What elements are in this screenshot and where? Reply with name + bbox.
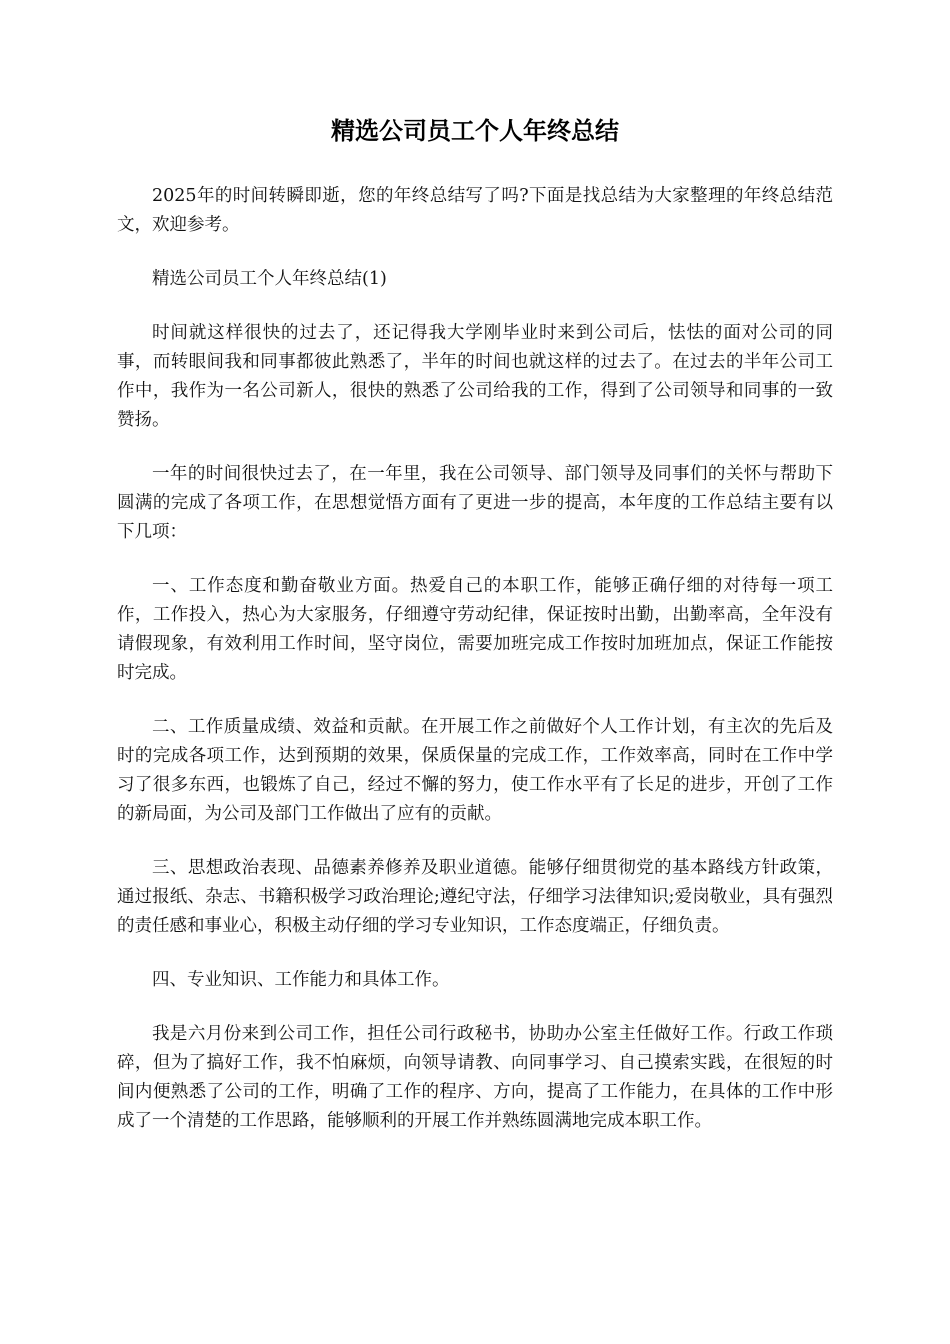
- paragraph: 四、专业知识、工作能力和具体工作。: [152, 970, 450, 990]
- document-title: 精选公司员工个人年终总结: [331, 117, 619, 145]
- paragraph: 三、思想政治表现、品德素养修养及职业道德。能够仔细贯彻党的基本路线方针政策，通过报纸、杂志、书籍积极学习政治理论;遵纪守法，仔细学习法律知识;爱岗敬业，具有强烈的责任感和事业心，积极主动仔细的学习专业知识，工作态度端正，仔细负责。: [117, 858, 833, 936]
- paragraph: 一年的时间很快过去了，在一年里，我在公司领导、部门领导及同事们的关怀与帮助下圆满的完成了各项工作，在思想觉悟方面有了更进一步的提高，本年度的工作总结主要有以下几项：: [117, 464, 833, 542]
- paragraph-subtitle: 精选公司员工个人年终总结(1): [152, 269, 387, 289]
- document-body: [117, 182, 833, 1161]
- paragraph: 时间就这样很快的过去了，还记得我大学刚毕业时来到公司后，怯怯的面对公司的同事，而转眼间我和同事都彼此熟悉了，半年的时间也就这样的过去了。在过去的半年公司工作中，我作为一名公司新人，很快的熟悉了公司给我的工作，得到了公司领导和同事的一致赞扬。: [117, 323, 833, 430]
- paragraph-intro: 2025年的时间转瞬即逝，您的年终总结写了吗?下面是找总结为大家整理的年终总结范文，欢迎参考。: [117, 186, 833, 235]
- paragraph: 我是六月份来到公司工作，担任公司行政秘书，协助办公室主任做好工作。行政工作琐碎，但为了搞好工作，我不怕麻烦，向领导请教、向同事学习、自己摸索实践，在很短的时间内便熟悉了公司的工作，明确了工作的程序、方向，提高了工作能力，在具体的工作中形成了一个清楚的工作思路，能够顺利的开展工作并熟练圆满地完成本职工作。: [117, 1024, 833, 1131]
- paragraph: 二、工作质量成绩、效益和贡献。在开展工作之前做好个人工作计划，有主次的先后及时的完成各项工作，达到预期的效果，保质保量的完成工作，工作效率高，同时在工作中学习了很多东西，也锻炼了自己，经过不懈的努力，使工作水平有了长足的进步，开创了工作的新局面，为公司及部门工作做出了应有的贡献。: [117, 717, 833, 824]
- paragraph: 一、工作态度和勤奋敬业方面。热爱自己的本职工作，能够正确仔细的对待每一项工作，工作投入，热心为大家服务，仔细遵守劳动纪律，保证按时出勤，出勤率高，全年没有请假现象，有效利用工作时间，坚守岗位，需要加班完成工作按时加班加点，保证工作能按时完成。: [117, 576, 833, 683]
